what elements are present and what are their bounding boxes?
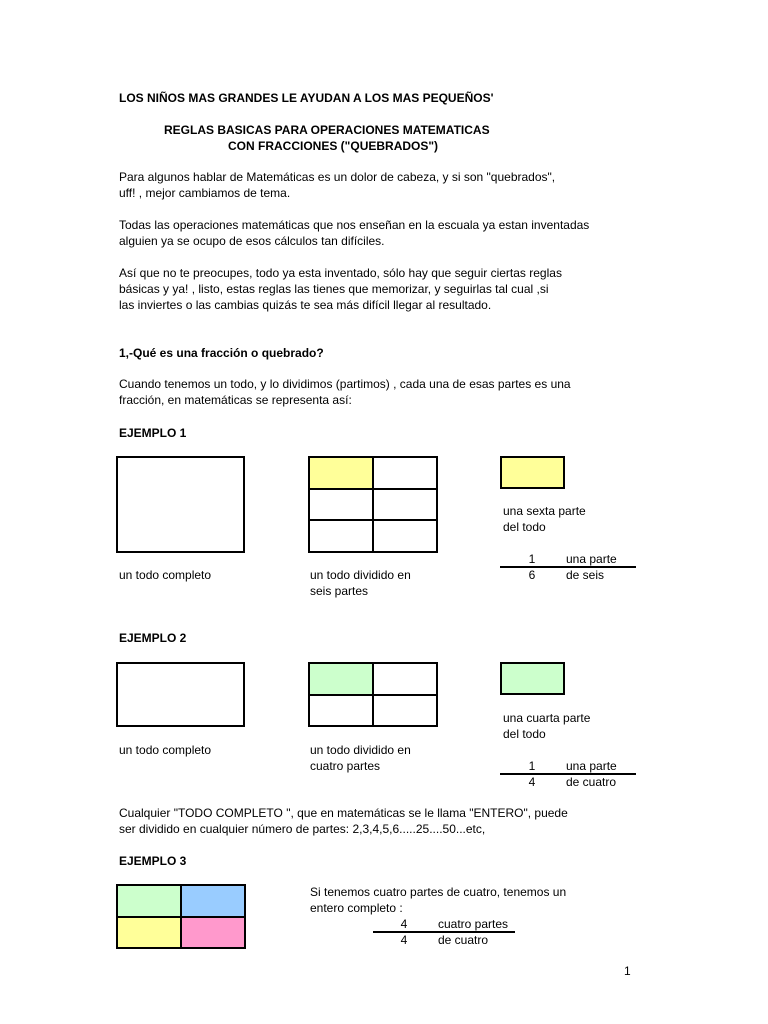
ejemplo2-part-label-line2: del todo — [503, 727, 546, 741]
ejemplo1-sixth — [373, 457, 437, 489]
intro-p3-line3: las inviertes o las cambias quizás te sea más difícil llegar al resultado. — [119, 298, 492, 312]
page-title-line1: REGLAS BASICAS PARA OPERACIONES MATEMATICAS — [164, 123, 490, 137]
intro-p1-line1: Para algunos hablar de Matemáticas es un dolor de cabeza, y si son "quebrados", — [119, 170, 556, 184]
intro-p3-line1: Así que no te preocupes, todo ya esta inventado, sólo hay que seguir ciertas reglas — [119, 266, 562, 280]
ejemplo2-denominator-text: de cuatro — [566, 775, 617, 789]
entero-p-line1: Cualquier "TODO COMPLETO ", que en matemáticas se le llama "ENTERO", puede — [119, 806, 568, 820]
ejemplo2-quarter — [373, 695, 437, 727]
ejemplo2-divided-label-line2: cuatro partes — [310, 759, 381, 773]
page-number: 1 — [624, 964, 631, 978]
ejemplo3-text-line1: Si tenemos cuatro partes de cuatro, tenemos un — [310, 885, 567, 899]
ejemplo2-quarter — [373, 663, 437, 695]
ejemplo1-sixth — [373, 520, 437, 552]
ejemplo3-quarter-blue — [181, 885, 245, 917]
ejemplo2-quarter — [309, 695, 373, 727]
page-title-line2: CON FRACCIONES ("QUEBRADOS") — [228, 139, 439, 153]
ejemplo1-sixth — [309, 520, 373, 552]
intro-p2-line2: alguien ya se ocupo de esos cálculos tan difíciles. — [119, 234, 385, 248]
ejemplo2-whole-box — [116, 662, 245, 727]
intro-p3-line2: básicas y ya! , listo, estas reglas las tienes que memorizar, y seguirlas tal cual ,si — [119, 282, 549, 296]
ejemplo3-quarters-grid — [116, 884, 246, 949]
ejemplo3-denominator-text: de cuatro — [438, 933, 489, 947]
ejemplo2-divided-label-line1: un todo dividido en — [310, 743, 411, 757]
ejemplo2-whole-label: un todo completo — [119, 743, 212, 757]
ejemplo1-denominator-text: de seis — [566, 568, 605, 582]
intro-p2-line1: Todas las operaciones matemáticas que nos enseñan en la escuala ya estan inventadas — [119, 218, 590, 232]
ejemplo2-numerator-text: una parte — [566, 759, 617, 773]
ejemplo1-numerator: 1 — [528, 552, 536, 566]
ejemplo1-part-label-line2: del todo — [503, 520, 546, 534]
ejemplo2-denominator: 4 — [528, 775, 536, 789]
ejemplo1-numerator-text: una parte — [566, 552, 617, 566]
ejemplo3-title: EJEMPLO 3 — [119, 854, 187, 868]
ejemplo1-sixth — [373, 489, 437, 521]
ejemplo1-divided-label-line1: un todo dividido en — [310, 568, 411, 582]
section1-p-line1: Cuando tenemos un todo, y lo dividimos (partimos) , cada una de esas partes es una — [119, 377, 571, 391]
ejemplo1-sixth — [309, 489, 373, 521]
intro-p1-line2: uff! , mejor cambiamos de tema. — [119, 186, 291, 200]
ejemplo3-numerator: 4 — [400, 917, 408, 931]
ejemplo2-part-box — [500, 662, 565, 695]
ejemplo2-part-label-line1: una cuarta parte — [503, 711, 591, 725]
section1-p-line2: fracción, en matemáticas se representa así: — [119, 393, 352, 407]
ejemplo1-whole-label: un todo completo — [119, 568, 212, 582]
ejemplo2-title: EJEMPLO 2 — [119, 631, 187, 645]
ejemplo1-sixths-grid — [308, 456, 438, 553]
ejemplo2-highlighted-quarter — [309, 663, 373, 695]
ejemplo1-title: EJEMPLO 1 — [119, 426, 187, 440]
ejemplo3-quarter-yellow — [117, 917, 181, 949]
ejemplo1-denominator: 6 — [528, 568, 536, 582]
ejemplo1-part-label-line1: una sexta parte — [503, 504, 586, 518]
ejemplo3-text-line2: entero completo : — [310, 901, 403, 915]
ejemplo3-numerator-text: cuatro partes — [438, 917, 509, 931]
ejemplo2-quarters-grid — [308, 662, 438, 727]
section1-heading: 1,-Qué es una fracción o quebrado? — [119, 346, 324, 360]
ejemplo1-part-box — [500, 456, 565, 489]
ejemplo3-denominator: 4 — [400, 933, 408, 947]
ejemplo1-highlighted-sixth — [309, 457, 373, 489]
ejemplo3-quarter-green — [117, 885, 181, 917]
ejemplo1-divided-label-line2: seis partes — [310, 584, 369, 598]
ejemplo3-quarter-pink — [181, 917, 245, 949]
ejemplo1-whole-box — [116, 456, 245, 553]
ejemplo2-numerator: 1 — [528, 759, 536, 773]
header-line: LOS NIÑOS MAS GRANDES LE AYUDAN A LOS MAS PEQUEÑOS' — [119, 91, 494, 105]
entero-p-line2: ser dividido en cualquier número de partes: 2,3,4,5,6.....25....50...etc, — [119, 822, 486, 836]
